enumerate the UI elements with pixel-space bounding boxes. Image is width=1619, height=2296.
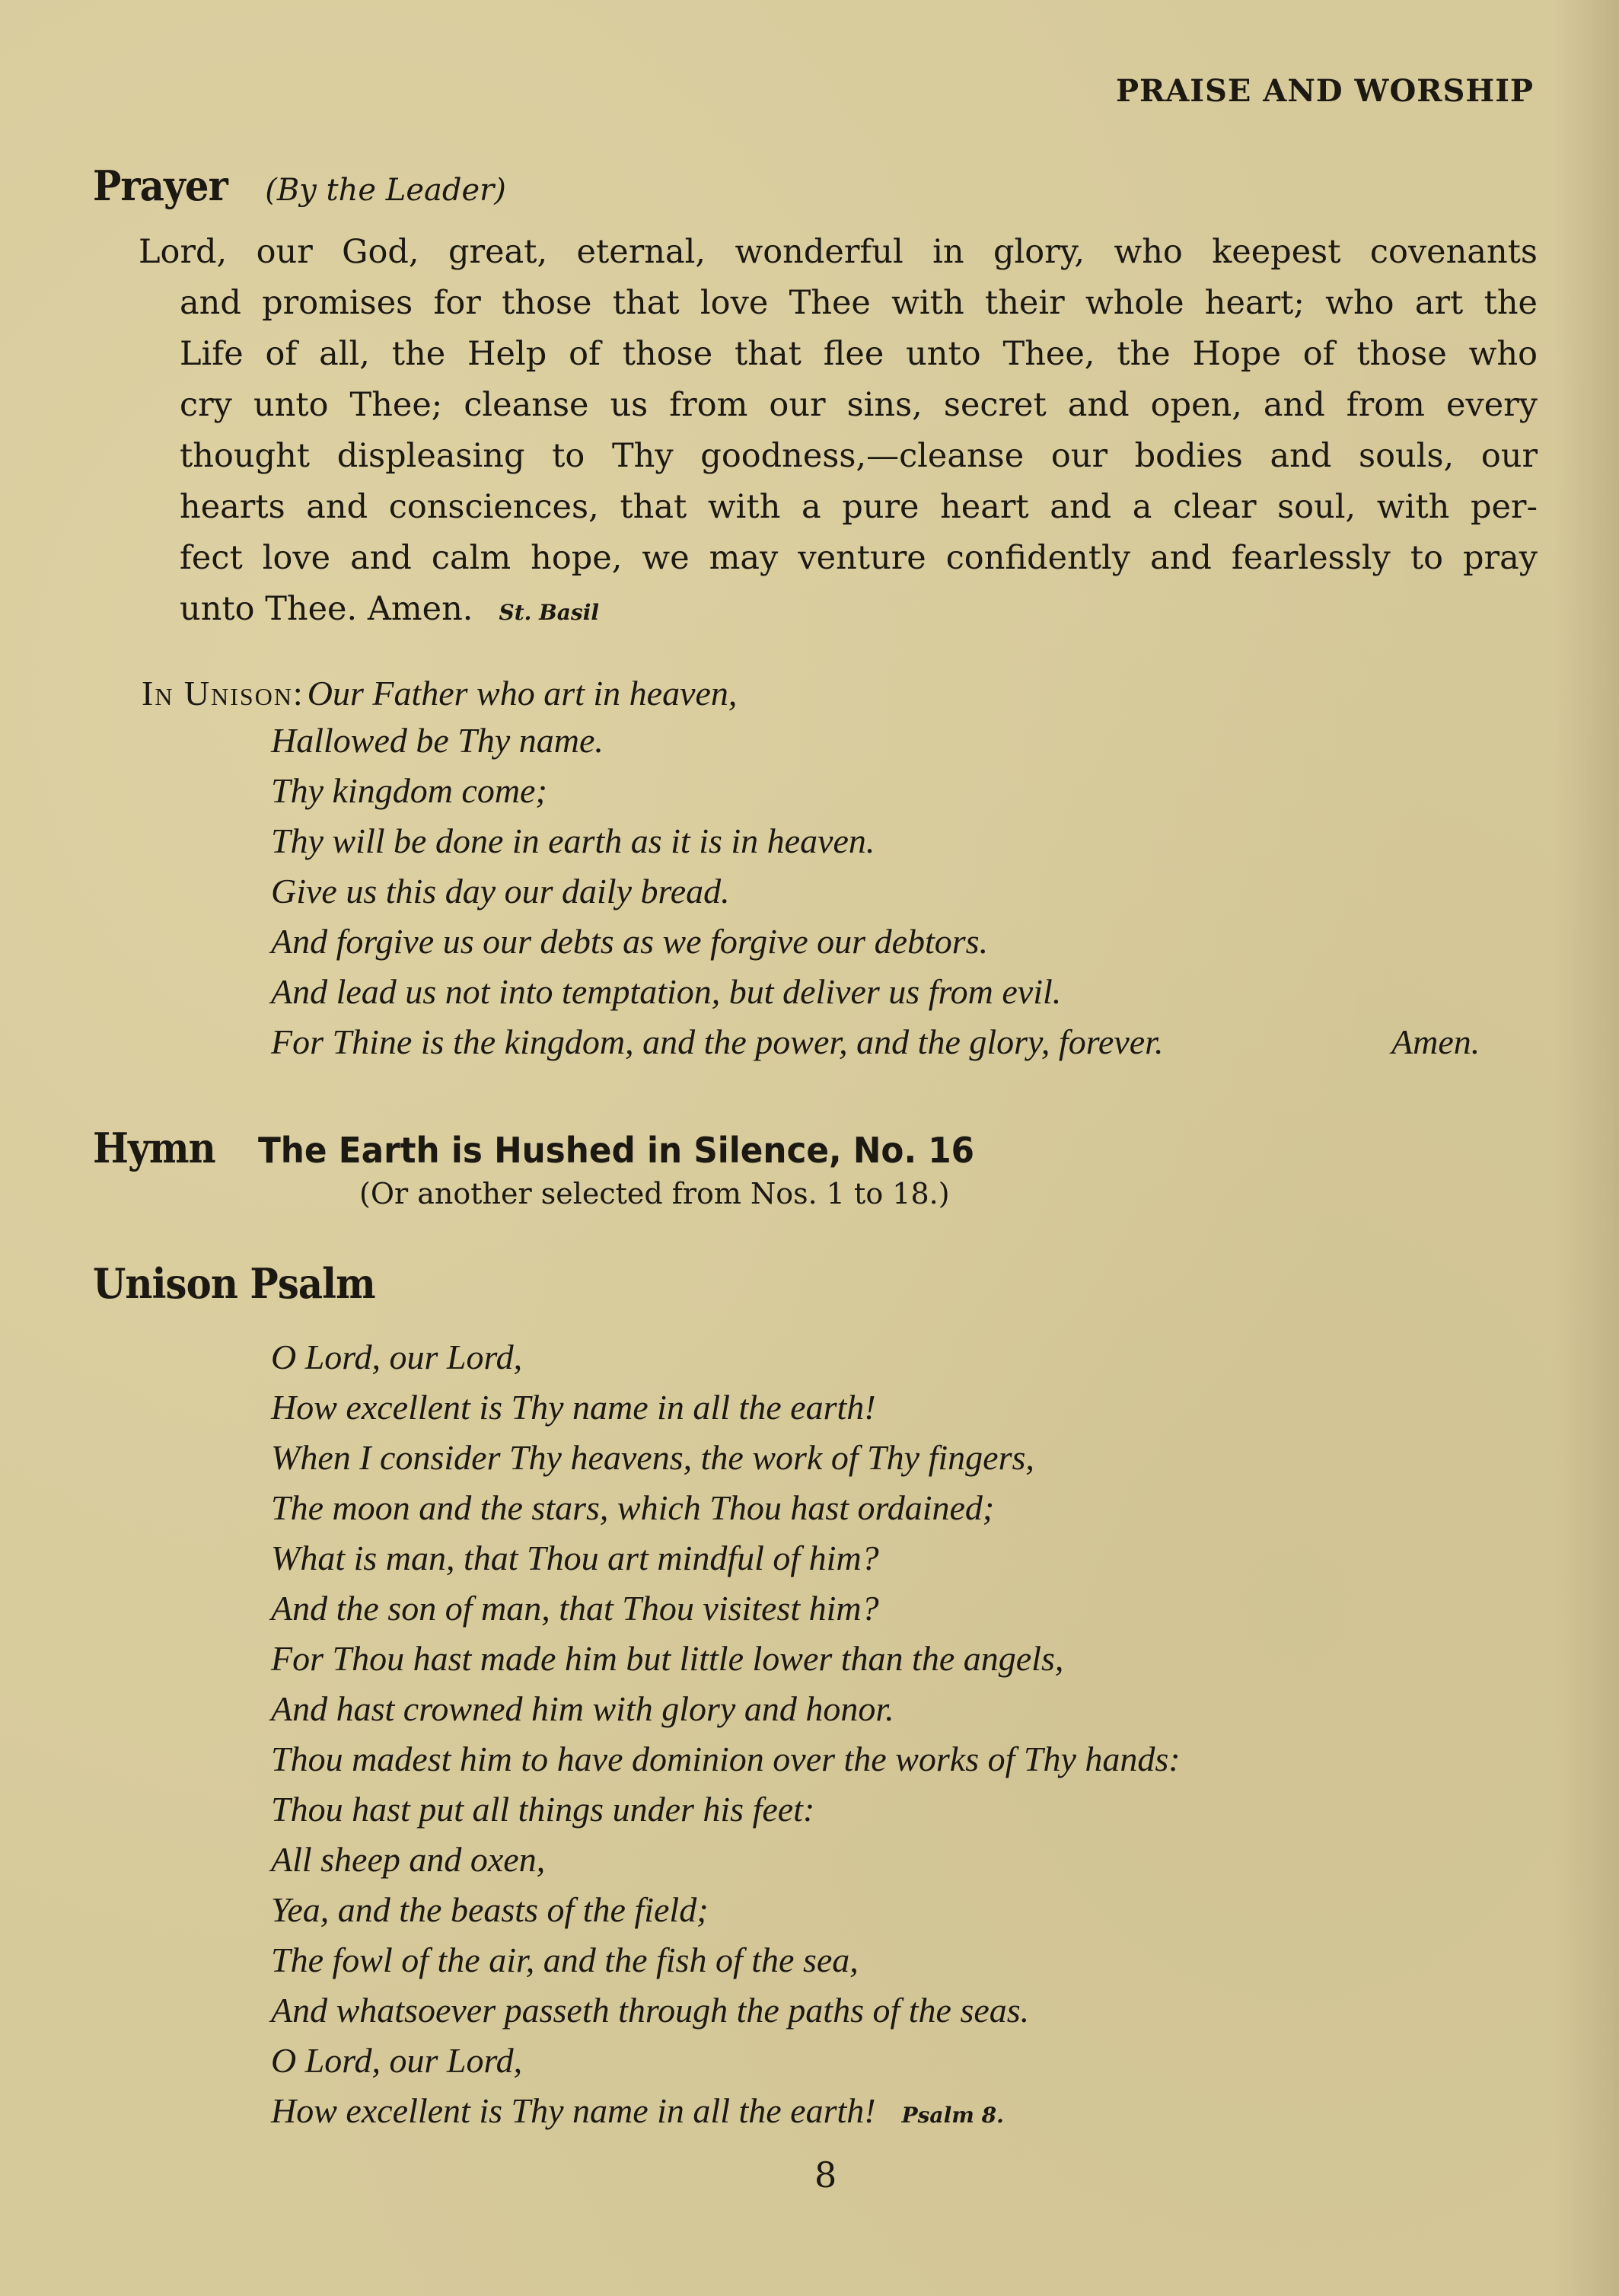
prayer-line-last [139,584,1538,638]
psalm-line: What is man, that Thou art mindful of him? [271,1539,879,1577]
unison-line: And forgive us our debts as we forgive our debtors. [271,922,989,961]
psalm-line: Thou hast put all things under his feet: [271,1790,815,1829]
unison-line: Hallowed be Thy name. [271,721,604,760]
prayer-attribution: St. Basil [499,600,599,625]
prayer-heading: Prayer [93,161,228,210]
psalm-line-text: How excellent is Thy name in all the earth! [271,2091,876,2130]
unison-line: Thy will be done in earth as it is in heaven. [271,821,875,860]
psalm-line: When I consider Thy heavens, the work of Thy fingers, [271,1438,1034,1477]
running-head: PRAISE AND WORSHIP [1115,73,1534,109]
unison-line: Thy kingdom come; [271,771,547,810]
unison-first-line: Our Father who art in heaven, [307,674,738,713]
psalm-lines [271,1332,1181,2141]
unison-line: And lead us not into temptation, but deliver us from evil. [271,972,1062,1011]
unison-line: Give us this day our daily bread. [271,872,730,910]
prayer-line: hearts and consciences, that with a pure heart and a clear soul, with per- [180,488,1538,526]
prayer-heading-row [93,161,506,210]
hymn-subtitle: (Or another selected from Nos. 1 to 18.) [359,1177,950,1210]
psalm-line: For Thou hast made him but little lower than the angels, [271,1639,1064,1678]
psalm-line-last [271,2086,1181,2141]
prayer-text [139,227,1538,638]
unison-intro [142,668,737,719]
prayer-line: Life of all, the Help of those that flee unto Thee, the Hope of those who [180,335,1538,373]
psalm-line: Yea, and the beasts of the field; [271,1890,709,1929]
prayer-line: fect love and calm hope, we may venture confidently and fearlessly to pray [180,539,1538,577]
psalm-line: The moon and the stars, which Thou hast ordained; [271,1488,995,1527]
psalm-line: How excellent is Thy name in all the earth! [271,1388,876,1427]
psalm-line: And whatsoever passeth through the paths of the seas. [271,1991,1030,2030]
prayer-line: Lord, our God, great, eternal, wonderful in glory, who keepest covenants [139,233,1538,271]
psalm-line: And the son of man, that Thou visitest him? [271,1589,879,1628]
prayer-line-text: unto Thee. Amen. [180,590,473,628]
hymn-heading-row [93,1124,1012,1172]
psalm-heading: Unison Psalm [93,1259,375,1308]
psalm-line: All sheep and oxen, [271,1840,546,1879]
unison-lines [271,716,1163,1067]
prayer-line: and promises for those that love Thee with their whole heart; who art the [180,284,1538,322]
psalm-line: And hast crowned him with glory and honor. [271,1689,894,1728]
prayer-line: cry unto Thee; cleanse us from our sins, secret and open, and from every [180,386,1538,424]
hymn-title: The Earth is Hushed in Silence, No. 16 [257,1130,974,1171]
unison-amen: Amen. [1391,1022,1480,1061]
psalm-line: O Lord, our Lord, [271,1338,523,1376]
hymn-heading: Hymn [93,1124,215,1172]
prayer-note: (By the Leader) [265,173,506,208]
psalm-heading-row [93,1259,400,1308]
psalm-line: The fowl of the air, and the fish of the sea, [271,1940,859,1979]
unison-label: In Unison: [142,674,304,713]
psalm-line: O Lord, our Lord, [271,2041,523,2080]
psalm-line: Thou madest him to have dominion over the works of Thy hands: [271,1740,1181,1778]
page-number: 8 [814,2154,837,2196]
unison-line: For Thine is the kingdom, and the power, and the glory, forever. [271,1022,1164,1061]
psalm-reference: Psalm 8. [901,2103,1004,2128]
prayer-line: thought displeasing to Thy goodness,—cleanse our bodies and souls, our [180,437,1538,475]
